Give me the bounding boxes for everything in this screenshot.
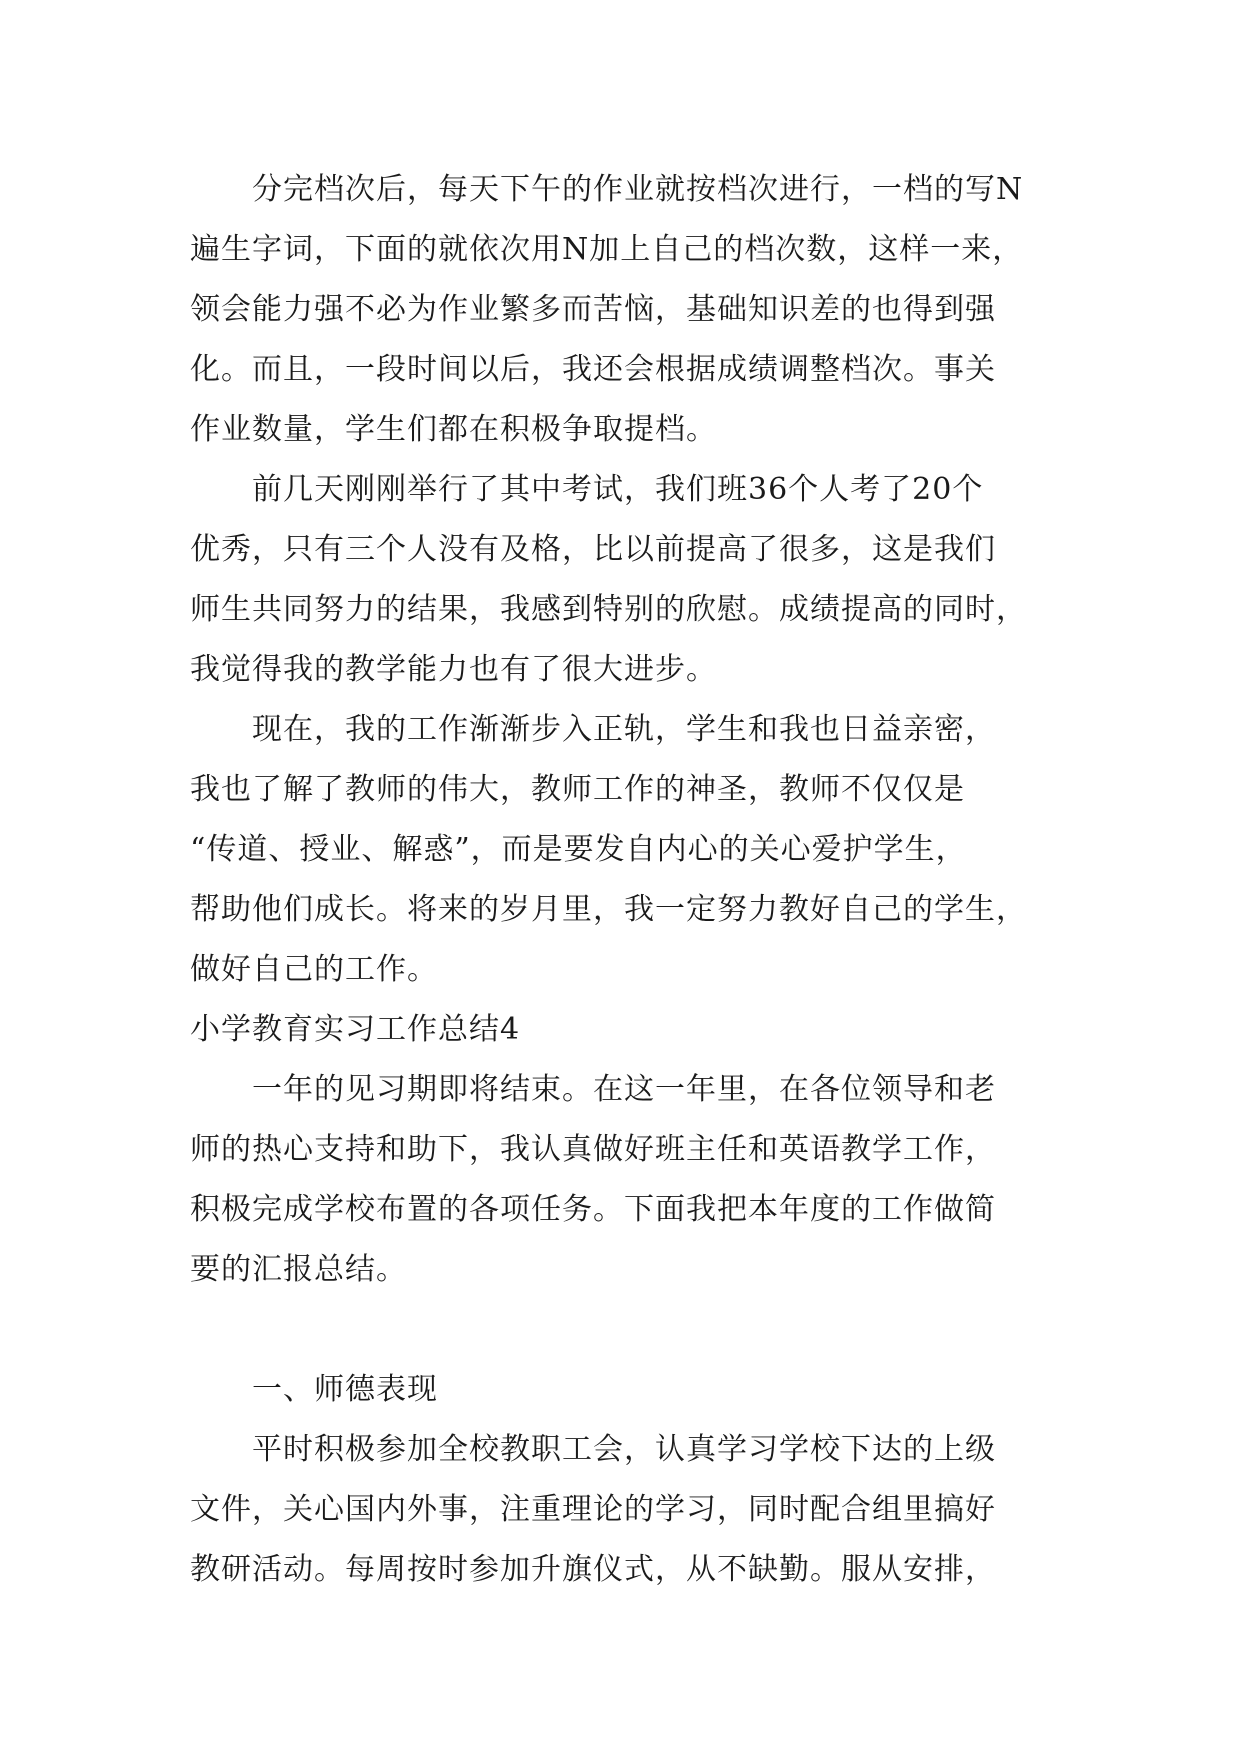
section-title: 小学教育实习工作总结4 (190, 1012, 521, 1047)
paragraph-reflection (190, 700, 1090, 1000)
text-line: 前几天刚刚举行了其中考试，我们班36个人考了20个 (190, 472, 984, 507)
paragraph-homework-levels (190, 160, 1090, 460)
text-line: 做好自己的工作。 (190, 952, 438, 987)
text-line: 文件，关心国内外事，注重理论的学习，同时配合组里搞好 (190, 1492, 996, 1527)
text-line: 化。而且，一段时间以后，我还会根据成绩调整档次。事关 (190, 352, 996, 387)
text-line: 要的汇报总结。 (190, 1252, 407, 1287)
text-line: 优秀，只有三个人没有及格，比以前提高了很多，这是我们 (190, 532, 996, 567)
document-body (190, 160, 1090, 1600)
subsection-title: 一、师德表现 (190, 1372, 438, 1407)
text-line: 一年的见习期即将结束。在这一年里，在各位领导和老 (190, 1072, 996, 1107)
text-line: 作业数量，学生们都在积极争取提档。 (190, 412, 717, 447)
section-heading (190, 1000, 1090, 1060)
text-line: 现在，我的工作渐渐步入正轨，学生和我也日益亲密， (190, 712, 996, 747)
text-line: 我觉得我的教学能力也有了很大进步。 (190, 652, 717, 687)
paragraph-ethics (190, 1420, 1090, 1600)
text-line: 领会能力强不必为作业繁多而苦恼，基础知识差的也得到强 (190, 292, 996, 327)
blank-line (190, 1300, 1090, 1360)
text-line: 遍生字词，下面的就依次用N加上自己的档次数，这样一来， (190, 232, 1024, 267)
text-line: 我也了解了教师的伟大，教师工作的神圣，教师不仅仅是 (190, 772, 965, 807)
text-line: 师的热心支持和助下，我认真做好班主任和英语教学工作， (190, 1132, 996, 1167)
text-line: 分完档次后，每天下午的作业就按档次进行，一档的写N (190, 172, 1024, 207)
text-line: “传道、授业、解惑”，而是要发自内心的关心爱护学生， (190, 832, 967, 867)
text-line: 帮助他们成长。将来的岁月里，我一定努力教好自己的学生， (190, 892, 1027, 927)
text-line: 师生共同努力的结果，我感到特别的欣慰。成绩提高的同时， (190, 592, 1027, 627)
text-line: 教研活动。每周按时参加升旗仪式，从不缺勤。服从安排， (190, 1552, 996, 1587)
paragraph-introduction (190, 1060, 1090, 1300)
subsection-heading (190, 1360, 1090, 1420)
paragraph-midterm-results (190, 460, 1090, 700)
text-line: 平时积极参加全校教职工会，认真学习学校下达的上级 (190, 1432, 996, 1467)
text-line: 积极完成学校布置的各项任务。下面我把本年度的工作做简 (190, 1192, 996, 1227)
